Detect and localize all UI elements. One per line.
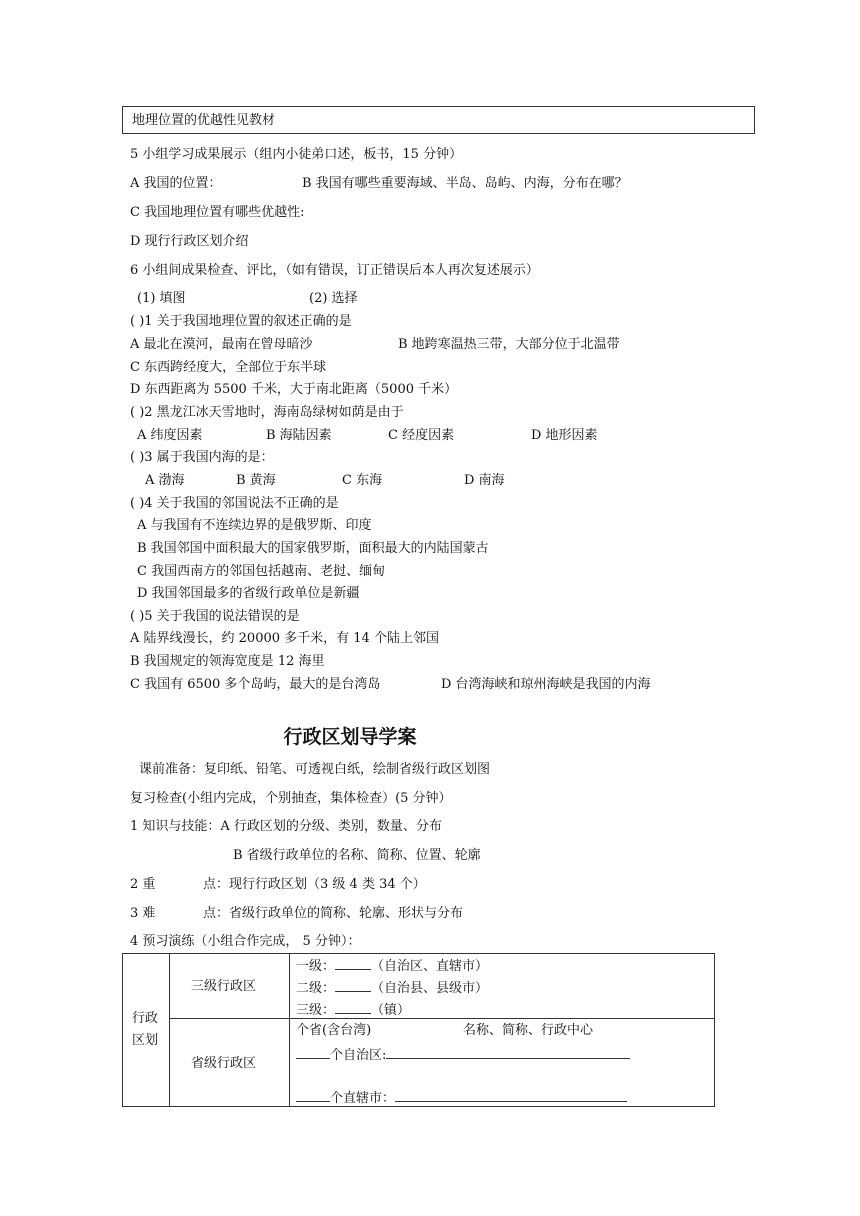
top-box (122, 106, 755, 134)
level-3-label: 三级： (296, 1003, 336, 1018)
section6-sub1: (1) 填图 (137, 291, 186, 306)
section5-d: D 现行行政区划介绍 (130, 234, 249, 249)
level-1-label: 一级： (296, 959, 336, 974)
section5-c: C 我国地理位置有哪些优越性: (130, 205, 305, 220)
question-1-option-a: A 最北在漠河，最南在曾母暗沙 (130, 337, 313, 352)
autonomous-region-label: 个自治区: (330, 1048, 387, 1063)
level-2-row (296, 978, 488, 998)
level-3-note: （镇） (371, 1003, 411, 1018)
municipality-list-blank[interactable] (395, 1088, 627, 1102)
question-2-option-d: D 地形因素 (531, 428, 598, 443)
autonomous-region-row (296, 1045, 630, 1065)
question-2: ( )2 黑龙江冰天雪地时，海南岛绿树如荫是由于 (130, 405, 404, 420)
municipality-row (296, 1088, 627, 1108)
question-1: ( )1 关于我国地理位置的叙述正确的是 (130, 314, 352, 329)
question-3: ( )3 属于我国内海的是： (130, 450, 274, 465)
autonomous-list-blank[interactable] (386, 1045, 630, 1059)
question-4-option-c: C 我国西南方的邻国包括越南、老挝、缅甸 (137, 564, 386, 579)
review-line: 复习检查(小组内完成，个别抽查，集体检查）(5 分钟） (130, 791, 452, 806)
page-title: 行政区划导学案 (283, 726, 417, 748)
section5-a: A 我国的位置： (130, 176, 222, 191)
level-2-note: （自治县、县级市） (371, 981, 489, 996)
question-5-option-b: B 我国规定的领海宽度是 12 海里 (130, 654, 325, 669)
practice-heading: 4 预习演练（小组合作完成， 5 分钟）： (130, 934, 361, 949)
admin-division-table (122, 953, 715, 1107)
row-header-2: 区划 (132, 1033, 159, 1048)
level-2-blank[interactable] (335, 978, 371, 992)
province-line: 个省(含台湾) (296, 1023, 372, 1038)
question-4-option-b: B 我国邻国中面积最大的国家俄罗斯，面积最大的内陆国蒙古 (137, 541, 489, 556)
municipality-count-blank[interactable] (296, 1088, 330, 1102)
question-3-option-d: D 南海 (464, 473, 505, 488)
level-3-blank[interactable] (335, 1000, 371, 1014)
question-2-option-b: B 海陆因素 (266, 428, 332, 443)
three-level-label: 三级行政区 (191, 979, 257, 994)
question-4-option-a: A 与我国有不连续边界的是俄罗斯、印度 (137, 518, 372, 533)
autonomous-count-blank[interactable] (296, 1045, 330, 1059)
difficulty-label: 3 难 (130, 906, 156, 921)
prep-line: 课前准备：复印纸、铅笔、可透视白纸，绘制省级行政区划图 (139, 762, 491, 777)
question-2-option-c: C 经度因素 (388, 428, 455, 443)
question-3-option-c: C 东海 (342, 473, 383, 488)
question-1-option-b: B 地跨寒温热三带，大部分位于北温带 (398, 337, 620, 352)
section6-sub2: (2) 选择 (309, 291, 358, 306)
section5-b: B 我国有哪些重要海域、半岛、岛屿、内海，分布在哪？ (302, 176, 628, 191)
key-point-label: 2 重 (130, 877, 156, 892)
municipality-label: 个直辖市： (330, 1091, 396, 1106)
key-point-text: 点：现行行政区划（3 级 4 类 34 个） (203, 877, 426, 892)
section6-heading: 6 小组间成果检查、评比，（如有错误，订正错误后本人再次复述展示） (130, 263, 539, 278)
row-header-1: 行政 (132, 1011, 159, 1026)
level-1-blank[interactable] (335, 956, 371, 970)
question-1-option-d: D 东西距离为 5500 千米，大于南北距离（5000 千米） (130, 382, 458, 397)
level-3-row (296, 1000, 410, 1020)
level-1-note: （自治区、直辖市） (371, 959, 489, 974)
question-2-option-a: A 纬度因素 (137, 428, 203, 443)
question-5-option-d: D 台湾海峡和琼州海峡是我国的内海 (441, 677, 651, 692)
question-4-option-d: D 我国邻国最多的省级行政单位是新疆 (137, 586, 360, 601)
question-5-option-a: A 陆界线漫长，约 20000 多千米，有 14 个陆上邻国 (130, 631, 439, 646)
province-note: 名称、简称、行政中心 (463, 1023, 594, 1038)
top-box-text: 地理位置的优越性见教材 (132, 113, 276, 128)
difficulty-text: 点：省级行政单位的简称、轮廓、形状与分布 (203, 906, 464, 921)
question-1-option-c: C 东西跨经度大，全部位于东半球 (130, 360, 327, 375)
question-3-option-a: A 渤海 (145, 473, 185, 488)
level-2-label: 二级： (296, 981, 336, 996)
question-5-option-c: C 我国有 6500 多个岛屿，最大的是台湾岛 (130, 677, 381, 692)
question-4: ( )4 关于我国的邻国说法不正确的是 (130, 496, 339, 511)
knowledge-1b: B 省级行政单位的名称、简称、位置、轮廓 (233, 848, 481, 863)
knowledge-1: 1 知识与技能：A 行政区划的分级、类别，数量、分布 (130, 819, 442, 834)
question-3-option-b: B 黄海 (236, 473, 276, 488)
section5-heading: 5 小组学习成果展示（组内小徒弟口述，板书，15 分钟） (130, 147, 463, 162)
level-1-row (296, 956, 488, 976)
province-level-label: 省级行政区 (191, 1056, 257, 1071)
question-5: ( )5 关于我国的说法错误的是 (130, 609, 300, 624)
